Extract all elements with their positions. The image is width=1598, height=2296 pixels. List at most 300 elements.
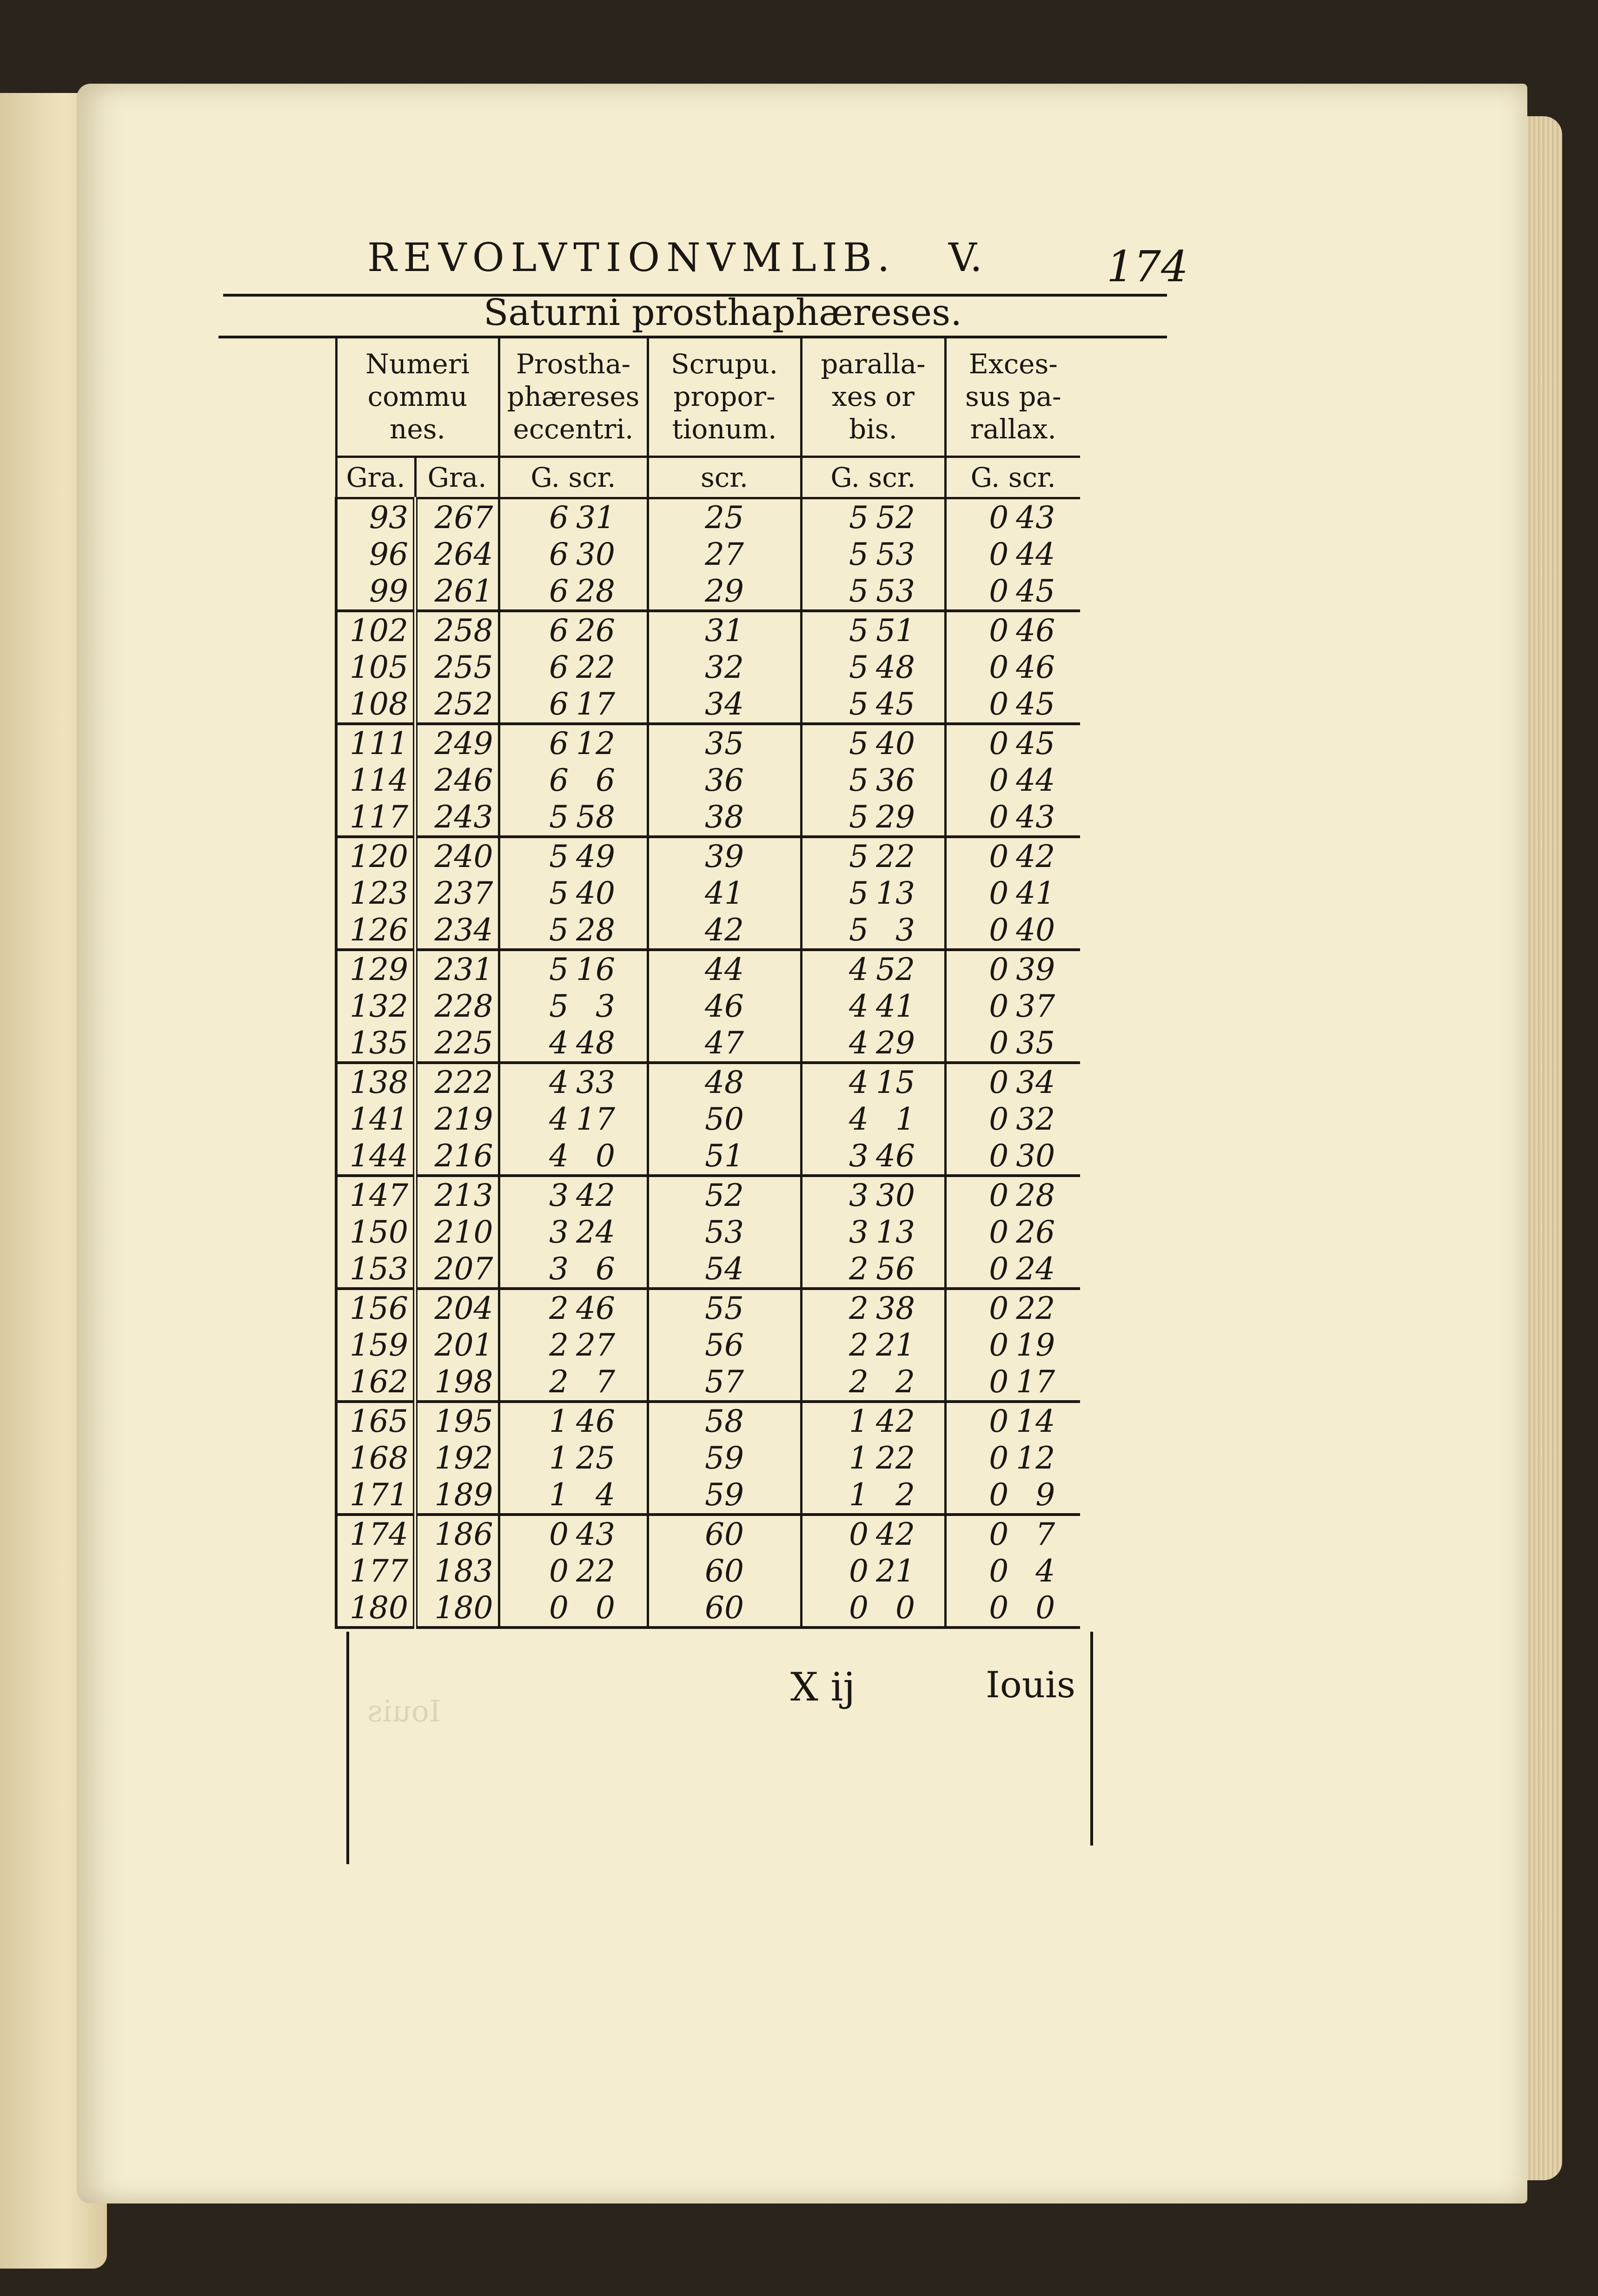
cell-value: 129: [350, 952, 408, 987]
cell-value: 0: [989, 536, 1009, 572]
table-cell: [945, 573, 1080, 611]
table-row: [336, 1176, 1080, 1214]
cell-value: 0: [1035, 1590, 1055, 1626]
cell-value: 5: [849, 686, 869, 722]
cell-value: 0: [596, 1138, 615, 1174]
cell-value: 12: [1016, 1440, 1055, 1476]
cell-value: 3: [596, 988, 615, 1024]
table-cell: [648, 875, 801, 912]
cell-value: 22: [876, 839, 915, 874]
table-cell: [336, 762, 415, 799]
table-title: Saturni prosthaphæreses.: [484, 292, 962, 334]
cell-value: 32: [705, 649, 744, 685]
unit-label: Gra.: [336, 457, 415, 498]
cell-value: 240: [434, 839, 493, 874]
table-rule-left: [346, 1632, 349, 1864]
cell-value: 192: [434, 1440, 493, 1476]
cell-value: 0: [989, 1590, 1009, 1626]
table-cell: [336, 649, 415, 686]
unit-label: G. scr.: [499, 457, 648, 498]
cell-value: 60: [705, 1590, 744, 1626]
table-cell: [801, 1251, 945, 1289]
cell-value: 36: [876, 762, 915, 798]
table-row: [336, 649, 1080, 686]
cell-value: 6: [549, 686, 569, 722]
cell-value: 0: [989, 875, 1009, 911]
cell-value: 177: [350, 1553, 408, 1589]
table-cell: [801, 1327, 945, 1363]
table-cell: [415, 762, 499, 799]
table-cell: [499, 686, 648, 724]
table-cell: [499, 1402, 648, 1440]
cell-value: 48: [576, 1025, 615, 1061]
cell-value: 50: [705, 1101, 744, 1137]
table-cell: [945, 1214, 1080, 1251]
table-cell: [648, 1063, 801, 1101]
table-cell: [801, 611, 945, 649]
cell-value: 34: [1016, 1065, 1055, 1100]
head-line: tionum.: [672, 413, 777, 445]
cell-value: 42: [876, 1516, 915, 1552]
cell-value: 5: [549, 839, 569, 874]
table-row: [336, 799, 1080, 837]
cell-value: 0: [989, 613, 1009, 648]
cell-value: 0: [989, 1178, 1009, 1213]
cell-value: 132: [350, 988, 408, 1024]
table-cell: [499, 988, 648, 1025]
table-cell: [945, 1101, 1080, 1138]
cell-value: 180: [350, 1590, 408, 1626]
table-row: [336, 1025, 1080, 1063]
head-line: phæreses: [507, 380, 640, 412]
cell-value: 52: [876, 952, 915, 987]
column-head-numeri-communes: [336, 337, 499, 457]
cell-value: 0: [989, 1477, 1009, 1513]
cell-value: 0: [989, 1553, 1009, 1589]
table-cell: [801, 1363, 945, 1402]
cell-value: 1: [549, 1440, 569, 1476]
table-cell: [801, 1176, 945, 1214]
prosthaphaeresis-table: [335, 337, 1080, 1629]
cell-value: 4: [849, 1025, 869, 1061]
cell-value: 195: [434, 1403, 493, 1439]
table-cell: [415, 799, 499, 837]
cell-value: 126: [350, 912, 408, 948]
table-cell: [415, 1251, 499, 1289]
table-cell: [499, 649, 648, 686]
table-row: [336, 1101, 1080, 1138]
cell-value: 0: [989, 1025, 1009, 1061]
table-cell: [336, 1138, 415, 1176]
cell-value: 0: [849, 1553, 869, 1589]
table-cell: [415, 1515, 499, 1553]
table-row: [336, 724, 1080, 762]
table-cell: [499, 611, 648, 649]
head-line: xes or: [832, 380, 915, 412]
cell-value: 123: [350, 875, 408, 911]
cell-value: 30: [876, 1178, 915, 1213]
table-cell: [499, 950, 648, 988]
cell-value: 5: [849, 573, 869, 609]
table-cell: [415, 950, 499, 988]
table-cell: [648, 1251, 801, 1289]
table-row: [336, 1553, 1080, 1589]
table-cell: [336, 1553, 415, 1589]
cell-value: 52: [876, 500, 915, 536]
cell-value: 0: [989, 649, 1009, 685]
table-cell: [648, 1476, 801, 1515]
cell-value: 7: [596, 1364, 615, 1400]
table-cell: [801, 1589, 945, 1628]
table-cell: [499, 1440, 648, 1476]
cell-value: 0: [989, 686, 1009, 722]
table-cell: [648, 1363, 801, 1402]
cell-value: 12: [576, 726, 615, 761]
cell-value: 46: [576, 1403, 615, 1439]
cell-value: 59: [705, 1477, 744, 1513]
cell-value: 2: [895, 1364, 915, 1400]
cell-value: 0: [596, 1590, 615, 1626]
table-cell: [648, 1138, 801, 1176]
cell-value: 2: [549, 1327, 569, 1363]
table-cell: [415, 1101, 499, 1138]
cell-value: 2: [849, 1251, 869, 1287]
cell-value: 45: [1016, 726, 1055, 761]
cell-value: 102: [350, 613, 408, 648]
cell-value: 189: [434, 1477, 493, 1513]
cell-value: 159: [350, 1327, 408, 1363]
cell-value: 17: [576, 1101, 615, 1137]
table-cell: [415, 649, 499, 686]
table-cell: [499, 1251, 648, 1289]
head-line: eccentri.: [513, 413, 634, 445]
table-cell: [801, 649, 945, 686]
cell-value: 144: [350, 1138, 408, 1174]
table-cell: [945, 724, 1080, 762]
table-cell: [648, 762, 801, 799]
cell-value: 264: [434, 536, 493, 572]
table-cell: [415, 686, 499, 724]
table-cell: [945, 950, 1080, 988]
table-cell: [945, 1476, 1080, 1515]
table-cell: [801, 912, 945, 950]
table-cell: [499, 1289, 648, 1327]
cell-value: 41: [705, 875, 744, 911]
table-cell: [336, 1063, 415, 1101]
table-cell: [336, 1363, 415, 1402]
table-cell: [336, 1025, 415, 1063]
table-cell: [648, 1589, 801, 1628]
cell-value: 5: [549, 988, 569, 1024]
table-cell: [801, 1515, 945, 1553]
cell-value: 0: [989, 952, 1009, 987]
table-cell: [648, 1515, 801, 1553]
table-cell: [648, 1553, 801, 1589]
table-row: [336, 762, 1080, 799]
cell-value: 204: [434, 1290, 493, 1326]
table-cell: [336, 1589, 415, 1628]
cell-value: 1: [849, 1403, 869, 1439]
cell-value: 56: [876, 1251, 915, 1287]
cell-value: 44: [705, 952, 744, 987]
table-cell: [801, 1101, 945, 1138]
unit-label: G. scr.: [801, 457, 945, 498]
table-cell: [415, 536, 499, 573]
table-cell: [415, 1589, 499, 1628]
table-cell: [415, 1214, 499, 1251]
cell-value: 150: [350, 1214, 408, 1250]
table-cell: [499, 1553, 648, 1589]
cell-value: 6: [549, 573, 569, 609]
cell-value: 0: [989, 726, 1009, 761]
cell-value: 30: [576, 536, 615, 572]
table-cell: [945, 1440, 1080, 1476]
cell-value: 40: [876, 726, 915, 761]
cell-value: 210: [434, 1214, 493, 1250]
cell-value: 99: [369, 573, 408, 609]
cell-value: 43: [1016, 799, 1055, 835]
cell-value: 45: [1016, 686, 1055, 722]
cell-value: 47: [705, 1025, 744, 1061]
cell-value: 120: [350, 839, 408, 874]
cell-value: 27: [576, 1327, 615, 1363]
cell-value: 0: [849, 1516, 869, 1552]
cell-value: 0: [549, 1516, 569, 1552]
table-cell: [648, 611, 801, 649]
table-cell: [336, 686, 415, 724]
table-cell: [415, 1476, 499, 1515]
cell-value: 186: [434, 1516, 493, 1552]
cell-value: 180: [434, 1590, 493, 1626]
table-row: [336, 686, 1080, 724]
cell-value: 46: [576, 1290, 615, 1326]
table-cell: [801, 1025, 945, 1063]
cell-value: 243: [434, 799, 493, 835]
head-line: paralla-: [821, 348, 926, 380]
cell-value: 58: [576, 799, 615, 835]
table-cell: [945, 988, 1080, 1025]
table-cell: [945, 1138, 1080, 1176]
cell-value: 156: [350, 1290, 408, 1326]
cell-value: 6: [549, 726, 569, 761]
cell-value: 19: [1016, 1327, 1055, 1363]
table-cell: [415, 1289, 499, 1327]
table-cell: [801, 875, 945, 912]
table-cell: [945, 498, 1080, 536]
cell-value: 5: [549, 952, 569, 987]
cell-value: 213: [434, 1178, 493, 1213]
cell-value: 2: [849, 1327, 869, 1363]
cell-value: 198: [434, 1364, 493, 1400]
cell-value: 15: [876, 1065, 915, 1100]
running-book-number: V.: [948, 235, 982, 280]
table-cell: [945, 649, 1080, 686]
catchword: Iouis: [986, 1664, 1075, 1706]
table-cell: [945, 1402, 1080, 1440]
table-cell: [945, 799, 1080, 837]
cell-value: 5: [549, 912, 569, 948]
table-cell: [336, 611, 415, 649]
cell-value: 261: [434, 573, 493, 609]
table-cell: [801, 1476, 945, 1515]
table-cell: [499, 1476, 648, 1515]
cell-value: 39: [1016, 952, 1055, 987]
table-cell: [415, 912, 499, 950]
table-cell: [336, 1515, 415, 1553]
cell-value: 29: [705, 573, 744, 609]
table-row: [336, 1327, 1080, 1363]
cell-value: 4: [849, 1101, 869, 1137]
cell-value: 219: [434, 1101, 493, 1137]
table-cell: [499, 1176, 648, 1214]
cell-value: 6: [549, 500, 569, 536]
table-cell: [801, 1289, 945, 1327]
table-cell: [648, 1101, 801, 1138]
cell-value: 3: [895, 912, 915, 948]
head-line: Scrupu.: [670, 348, 778, 380]
cell-value: 0: [989, 1065, 1009, 1100]
table-cell: [336, 1402, 415, 1440]
table-cell: [336, 1101, 415, 1138]
table-cell: [415, 1402, 499, 1440]
cell-value: 3: [549, 1214, 569, 1250]
cell-value: 111: [350, 726, 408, 761]
cell-value: 246: [434, 762, 493, 798]
table-cell: [336, 1476, 415, 1515]
table-cell: [336, 1176, 415, 1214]
cell-value: 2: [549, 1290, 569, 1326]
table-cell: [499, 1363, 648, 1402]
cell-value: 17: [1016, 1364, 1055, 1400]
table-cell: [945, 1025, 1080, 1063]
head-line: rallax.: [970, 413, 1056, 445]
unit-label: Gra.: [415, 457, 499, 498]
cell-value: 0: [989, 839, 1009, 874]
cell-value: 48: [876, 649, 915, 685]
column-head-excessus: [945, 337, 1080, 457]
cell-value: 225: [434, 1025, 493, 1061]
cell-value: 29: [876, 799, 915, 835]
cell-value: 1: [895, 1101, 915, 1137]
table-row: [336, 875, 1080, 912]
cell-value: 30: [1016, 1138, 1055, 1174]
cell-value: 4: [549, 1138, 569, 1174]
cell-value: 9: [1035, 1477, 1055, 1513]
table-cell: [415, 724, 499, 762]
cell-value: 35: [705, 726, 744, 761]
table-cell: [336, 837, 415, 875]
cell-value: 93: [369, 500, 408, 536]
cell-value: 42: [576, 1178, 615, 1213]
signature-mark: X ij: [790, 1664, 855, 1710]
cell-value: 17: [576, 686, 615, 722]
cell-value: 36: [705, 762, 744, 798]
cell-value: 231: [434, 952, 493, 987]
cell-value: 39: [705, 839, 744, 874]
head-line: propor-: [673, 380, 776, 412]
cell-value: 48: [705, 1065, 744, 1100]
cell-value: 0: [989, 500, 1009, 536]
head-line: sus pa-: [965, 380, 1061, 412]
cell-value: 34: [705, 686, 744, 722]
cell-value: 267: [434, 500, 493, 536]
cell-value: 6: [596, 762, 615, 798]
table-cell: [499, 498, 648, 536]
cell-value: 58: [705, 1403, 744, 1439]
cell-value: 0: [989, 1290, 1009, 1326]
table-cell: [648, 837, 801, 875]
cell-value: 0: [989, 1138, 1009, 1174]
table-cell: [415, 1553, 499, 1589]
table-row: [336, 1589, 1080, 1628]
cell-value: 31: [576, 500, 615, 536]
head-line: Numeri: [365, 348, 470, 380]
cell-value: 38: [705, 799, 744, 835]
cell-value: 162: [350, 1364, 408, 1400]
cell-value: 46: [1016, 613, 1055, 648]
cell-value: 49: [576, 839, 615, 874]
cell-value: 45: [876, 686, 915, 722]
table-cell: [336, 875, 415, 912]
table-cell: [801, 536, 945, 573]
table-cell: [801, 1553, 945, 1589]
table-cell: [499, 1138, 648, 1176]
table-cell: [415, 1138, 499, 1176]
cell-value: 51: [705, 1138, 744, 1174]
cell-value: 41: [876, 988, 915, 1024]
table-cell: [648, 686, 801, 724]
column-head-prosthaphaereses: [499, 337, 648, 457]
cell-value: 1: [549, 1477, 569, 1513]
cell-value: 165: [350, 1403, 408, 1439]
table-cell: [499, 1025, 648, 1063]
cell-value: 3: [849, 1214, 869, 1250]
cell-value: 0: [989, 1440, 1009, 1476]
table-cell: [801, 498, 945, 536]
cell-value: 46: [705, 988, 744, 1024]
table-cell: [415, 1176, 499, 1214]
table-row: [336, 1063, 1080, 1101]
table-cell: [499, 1589, 648, 1628]
table-cell: [336, 724, 415, 762]
cell-value: 60: [705, 1553, 744, 1589]
cell-value: 1: [849, 1477, 869, 1513]
cell-value: 0: [989, 1101, 1009, 1137]
table-cell: [499, 912, 648, 950]
table-cell: [499, 1515, 648, 1553]
table-cell: [801, 686, 945, 724]
cell-value: 51: [876, 613, 915, 648]
cell-value: 5: [849, 536, 869, 572]
table-cell: [945, 1289, 1080, 1327]
cell-value: 0: [989, 1516, 1009, 1552]
table-cell: [801, 1402, 945, 1440]
table-cell: [648, 724, 801, 762]
table-cell: [945, 912, 1080, 950]
cell-value: 59: [705, 1440, 744, 1476]
cell-value: 4: [596, 1477, 615, 1513]
table-cell: [648, 1025, 801, 1063]
cell-value: 53: [876, 573, 915, 609]
table-cell: [801, 1138, 945, 1176]
cell-value: 53: [705, 1214, 744, 1250]
cell-value: 1: [849, 1440, 869, 1476]
cell-value: 153: [350, 1251, 408, 1287]
cell-value: 55: [705, 1290, 744, 1326]
cell-value: 249: [434, 726, 493, 761]
cell-value: 174: [350, 1516, 408, 1552]
cell-value: 26: [1016, 1214, 1055, 1250]
